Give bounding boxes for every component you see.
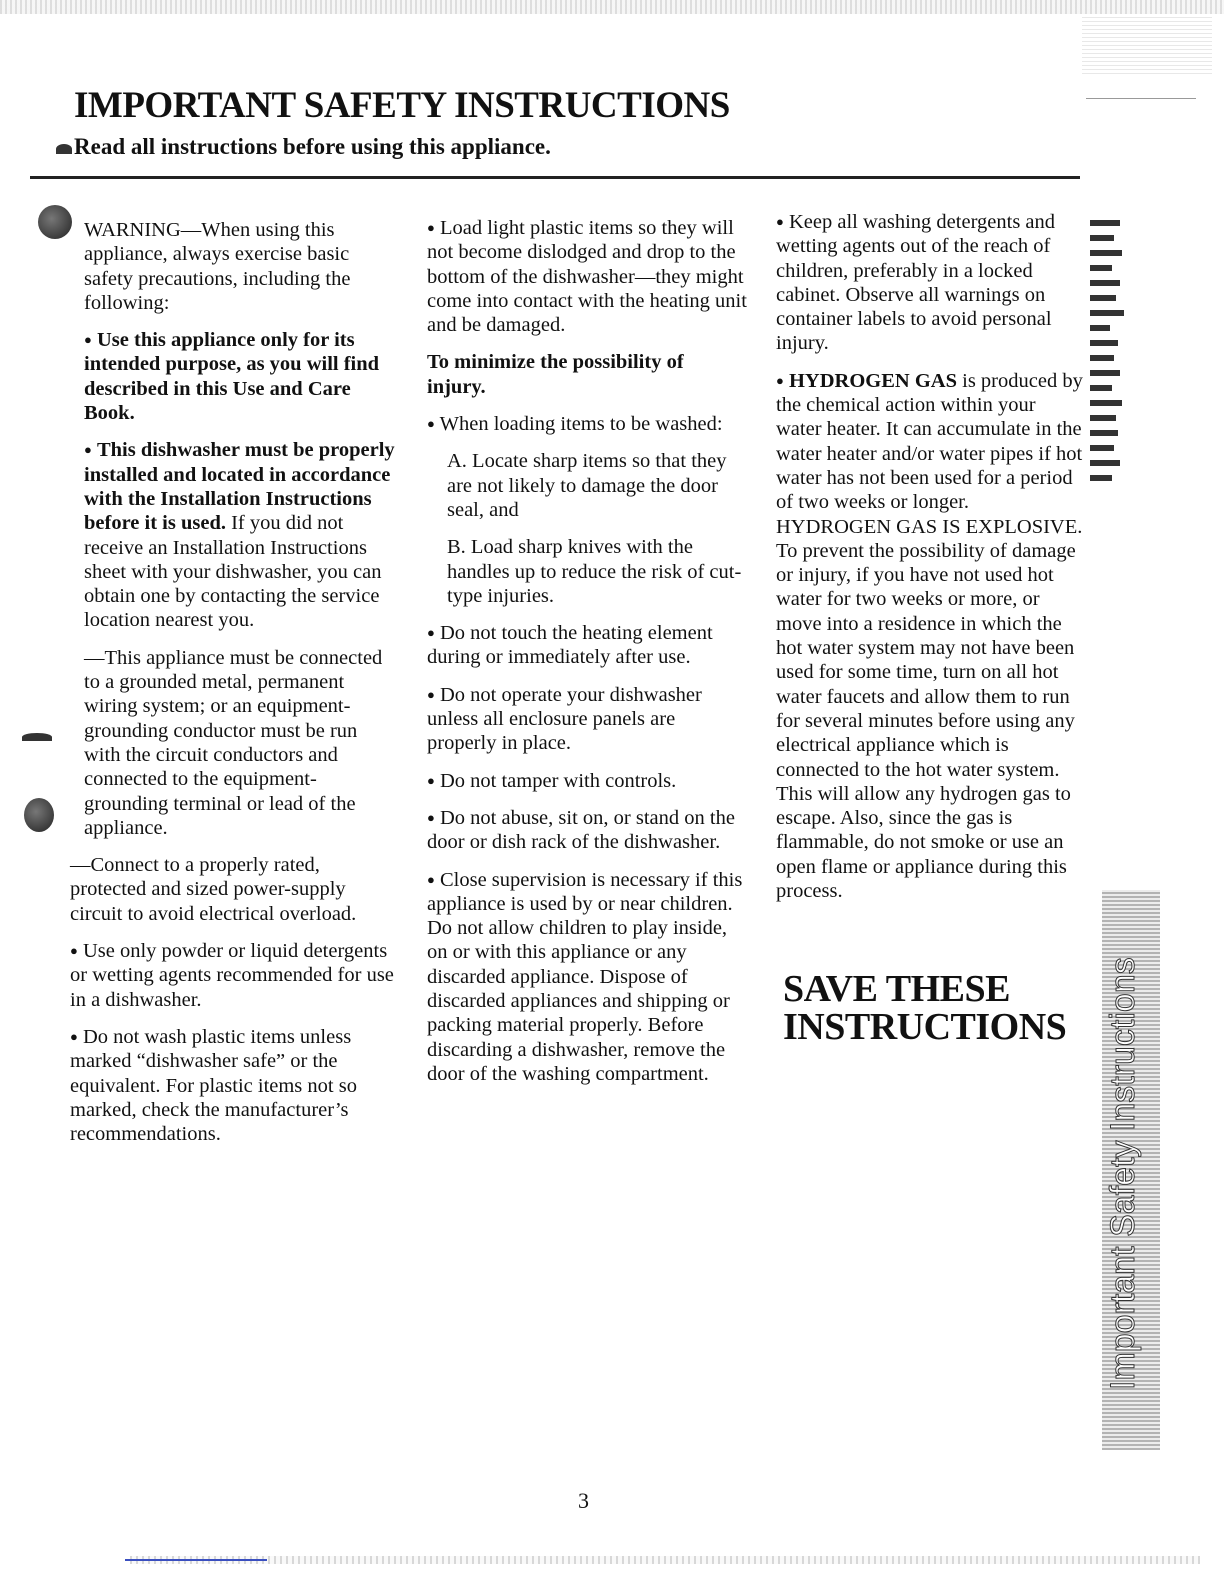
blue-underline: [125, 1559, 267, 1561]
scan-edge-top: [0, 0, 1224, 14]
page-subtitle: Read all instructions before using this appliance.: [74, 134, 551, 159]
hole-punch-icon: [38, 205, 72, 239]
safety-subitem: B. Load sharp knives with the handles up to reduce the risk of cut-type injuries.: [447, 536, 742, 607]
bullet-icon: ●: [427, 220, 435, 235]
safety-item: [70, 1025, 395, 1146]
warning-paragraph: [84, 218, 395, 315]
safety-item-text: When loading items to be washed:: [439, 413, 723, 436]
hole-punch-mark: [56, 144, 72, 154]
safety-item-text: Do not abuse, sit on, or stand on the door or dish rack of the dishwasher.: [427, 806, 735, 854]
bullet-icon: ●: [70, 943, 78, 959]
column-left: [70, 218, 395, 1159]
safety-item-text: Use this appliance only for its intended purpose, as you will find described in this Use and Care Book.: [84, 329, 380, 425]
safety-item: [427, 769, 747, 793]
bullet-icon: ●: [427, 686, 435, 702]
warning-text: —When using this appliance, always exercise basic safety precautions, including the following:: [84, 219, 351, 314]
bullet-icon: ●: [776, 372, 784, 388]
safety-item-text: Keep all washing detergents and wetting agents out of the reach of children, preferably in a locked cabinet. Observe all warnings on container labels to avoid personal injury.: [776, 211, 1056, 355]
safety-item-text: If you did not receive an Installation Instructions sheet with your dishwasher, you can obtain one by contacting the service location nearest you.: [84, 512, 382, 632]
scan-edge-bottom: [130, 1556, 1200, 1564]
safety-item: [427, 806, 747, 855]
scan-noise: [1082, 14, 1212, 74]
safety-item: [84, 438, 395, 632]
bullet-icon: ●: [427, 772, 435, 788]
column-middle: [427, 216, 747, 1099]
bullet-icon: ●: [427, 416, 435, 432]
section-heading: To minimize the possibility of injury.: [427, 351, 684, 398]
safety-item: [427, 868, 747, 1087]
safety-item: [84, 328, 395, 425]
safety-item-text: Do not wash plastic items unless marked “dishwasher safe” or the equivalent. For plastic items not so marked, check the manufacturer’s recommendations.: [70, 1025, 357, 1146]
safety-item-text: is produced by the chemical action within your water heater. It can accumulate in the water heater and/or water pipes if hot water has not been used for a period of two weeks or longer. HYDROGEN GAS IS EXPLOSIVE. To prevent the possibility of damage or injury, if you have not used hot water for two weeks or more, or move into a residence in which the hot water system may not have been used for some time, turn on all hot water faucets and allow them to run for several minutes before using any electrical appliance which is connected to the hot water system. This will allow any hydrogen gas to escape. Also, since the gas is flammable, do not smoke or use an open flame or appliance during this process.: [776, 369, 1083, 903]
save-instructions-heading: [783, 970, 1066, 1046]
page-number: 3: [578, 1488, 589, 1513]
safety-item: [427, 683, 747, 756]
safety-item-text: Do not operate your dishwasher unless all enclosure panels are properly in place.: [427, 683, 702, 755]
page-title: IMPORTANT SAFETY INSTRUCTIONS: [74, 85, 730, 126]
safety-item: [70, 939, 395, 1012]
safety-subitem: A. Locate sharp items so that they are not likely to damage the door seal, and: [447, 450, 727, 521]
save-line-2: INSTRUCTIONS: [783, 1006, 1067, 1048]
safety-item: [776, 369, 1086, 904]
safety-item: [427, 621, 747, 670]
safety-item: —Connect to a properly rated, protected and sized power-supply circuit to avoid electrical overload.: [70, 854, 357, 925]
bullet-icon: ●: [427, 809, 435, 825]
safety-item-text: Use only powder or liquid detergents or wetting agents recommended for use in a dishwasher.: [70, 940, 394, 1011]
safety-item: [427, 216, 747, 337]
hole-punch-icon: [24, 798, 54, 832]
warning-label: WARNING: [84, 219, 181, 241]
side-tab-label: Important Safety Instructions: [1104, 957, 1142, 1390]
header-divider: [30, 176, 1080, 179]
bullet-icon: ●: [427, 871, 435, 887]
safety-item: [427, 412, 747, 436]
scan-edge-marks: [1090, 220, 1130, 490]
safety-item-text: Load light plastic items so they will not become dislodged and drop to the bottom of the dishwasher—they might come into contact with the heating unit and be damaged.: [427, 217, 747, 337]
safety-item-text: Do not touch the heating element during or immediately after use.: [427, 622, 713, 669]
safety-item-text: Do not tamper with controls.: [439, 769, 677, 792]
bullet-icon: ●: [84, 442, 92, 458]
hole-punch-mark: [22, 733, 52, 741]
header-divider-thin: [1086, 98, 1196, 99]
column-right: [776, 210, 1086, 916]
bullet-icon: ●: [776, 214, 784, 229]
hydrogen-gas-label: HYDROGEN GAS: [788, 369, 957, 392]
safety-item-bold-text: This dishwasher must be properly installed and located in accordance with the Installation Instructions before it is used.: [84, 439, 395, 535]
safety-item: —This appliance must be connected to a grounded metal, permanent wiring system; or an equipment-grounding conductor must be run with the circuit conductors and connected to the equipment-grounding terminal or lead of the appliance.: [84, 646, 383, 839]
bullet-icon: ●: [427, 625, 435, 641]
bullet-icon: ●: [70, 1028, 78, 1044]
safety-item-text: Close supervision is necessary if this appliance is used by or near children. Do not allow children to play inside, on or with this appliance or any discarded appliance. Dispose of discarded appliances and shipping or packing material properly. Before discarding a dishwasher, remove the door of the washing compartment.: [427, 868, 743, 1085]
bullet-icon: ●: [84, 332, 92, 348]
safety-item: [776, 210, 1086, 356]
save-line-1: SAVE THESE: [783, 968, 1011, 1010]
